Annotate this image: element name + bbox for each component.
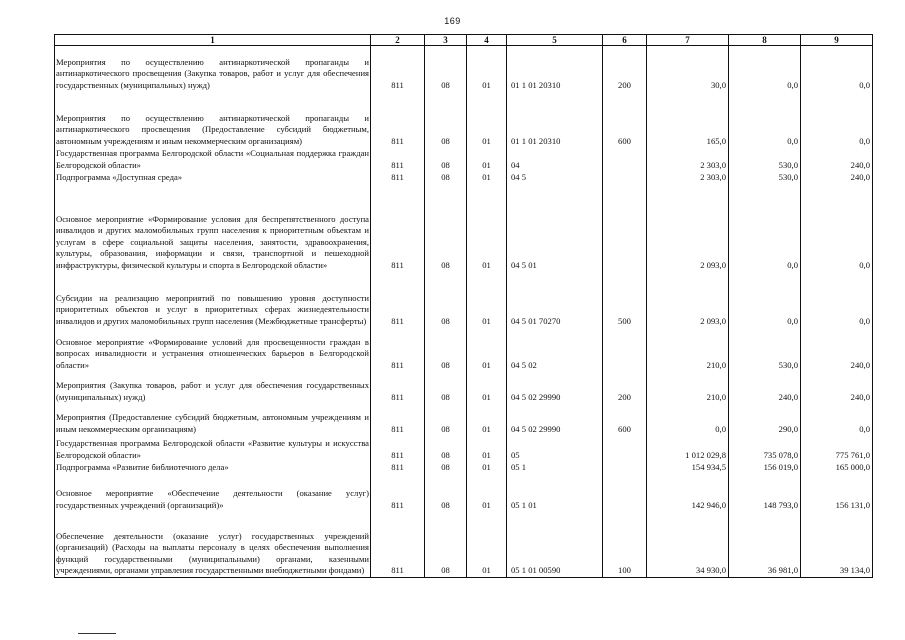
- row-name: Мероприятия (Закупка товаров, работ и услуг для обеспечения государственных (муниципальных) нужд): [55, 372, 371, 404]
- table-row: [55, 462, 873, 474]
- row-name: Государственная программа Белгородской области «Социальная поддержка граждан Белгородской области»: [56, 148, 369, 170]
- amount-year-2: 240,0: [729, 372, 801, 404]
- row-name: Подпрограмма «Развитие библиотечного дела»: [55, 462, 371, 474]
- amount-year-1: 1 012 029,8: [647, 436, 729, 462]
- target-item-code: 04 5: [507, 172, 603, 184]
- section-code: 08: [425, 46, 467, 92]
- target-item-code: 05: [507, 436, 603, 462]
- amount-year-3: 39 134,0: [801, 512, 873, 578]
- table-row: [55, 512, 873, 578]
- amount-year-2: 735 078,0: [729, 436, 801, 462]
- table-row: [55, 404, 873, 436]
- amount-year-3: 165 000,0: [801, 462, 873, 474]
- page-number: 169: [444, 16, 461, 26]
- row-name: Субсидии на реализацию мероприятий по повышению уровня доступности приоритетных объектов и услуг в приоритетных сферах жизнедеятельности инвалидов и других маломобильных групп населения (Межбюджетные трансферты): [55, 272, 371, 328]
- table-row: [55, 436, 873, 462]
- expense-type-code: [603, 328, 647, 372]
- subsection-code: 01: [467, 404, 507, 436]
- amount-year-3: 240,0: [801, 148, 873, 172]
- target-item-code: 01 1 01 20310: [507, 46, 603, 92]
- row-name: Государственная программа Белгородской области «Развитие культуры и искусства Белгородской области»: [55, 436, 371, 462]
- ministry-code: 811: [371, 372, 425, 404]
- col-header-1: 1: [55, 35, 371, 46]
- amount-year-2: 530,0: [729, 148, 801, 172]
- table-row: [55, 92, 873, 148]
- row-name: Подпрограмма «Доступная среда»: [55, 172, 371, 184]
- subsection-code: 01: [467, 92, 507, 148]
- table-row: [55, 184, 873, 272]
- target-item-code: 04: [507, 148, 603, 172]
- ministry-code: 811: [371, 172, 425, 184]
- expense-type-code: [603, 148, 647, 172]
- amount-year-2: 530,0: [729, 328, 801, 372]
- row-name: Обеспечение деятельности (оказание услуг) государственных учреждений (организаций) (Расходы на выплаты персоналу в целях обеспечения выполнения функций государственными (муниципальными) органами, казенными учреждениями, органами управления государственными внебюджетными фондами): [55, 512, 371, 578]
- subsection-code: 01: [467, 184, 507, 272]
- subsection-code: 01: [467, 436, 507, 462]
- table-body: [55, 46, 873, 578]
- target-item-code: 04 5 01: [507, 184, 603, 272]
- expense-type-code: [603, 462, 647, 474]
- target-item-code: 04 5 02 29990: [507, 372, 603, 404]
- target-item-code: 05 1 01 00590: [507, 512, 603, 578]
- ministry-code: 811: [371, 512, 425, 578]
- amount-year-2: 0,0: [729, 272, 801, 328]
- ministry-code: 811: [371, 474, 425, 512]
- section-code: 08: [425, 328, 467, 372]
- amount-year-2: 0,0: [729, 92, 801, 148]
- amount-year-1: 30,0: [647, 46, 729, 92]
- amount-year-2: 148 793,0: [729, 474, 801, 512]
- table-row: [55, 172, 873, 184]
- amount-year-1: 154 934,5: [647, 462, 729, 474]
- table-row: [55, 474, 873, 512]
- target-item-code: 04 5 02 29990: [507, 404, 603, 436]
- col-header-7: 7: [647, 35, 729, 46]
- ministry-code: 811: [371, 272, 425, 328]
- amount-year-2: 530,0: [729, 172, 801, 184]
- amount-year-1: 165,0: [647, 92, 729, 148]
- header-row: [55, 35, 873, 46]
- section-code: 08: [425, 404, 467, 436]
- subsection-code: 01: [467, 272, 507, 328]
- ministry-code: 811: [371, 184, 425, 272]
- col-header-4: 4: [467, 35, 507, 46]
- col-header-6: 6: [603, 35, 647, 46]
- section-code: 08: [425, 272, 467, 328]
- target-item-code: 04 5 02: [507, 328, 603, 372]
- amount-year-3: 0,0: [801, 184, 873, 272]
- row-name: Основное мероприятие «Формирование условий для просвещенности граждан в вопросах инвалидности и устранения отношенческих барьеров в Белгородской области»: [55, 328, 371, 372]
- section-code: 08: [425, 474, 467, 512]
- section-code: 08: [425, 184, 467, 272]
- subsection-code: 01: [467, 512, 507, 578]
- target-item-code: 01 1 01 20310: [507, 92, 603, 148]
- section-code: 08: [425, 372, 467, 404]
- expense-type-code: 100: [603, 512, 647, 578]
- amount-year-3: 156 131,0: [801, 474, 873, 512]
- expense-type-code: 500: [603, 272, 647, 328]
- row-name: Основное мероприятие «Формирование условия для беспрепятственного доступа инвалидов и других маломобильных групп населения к приоритетным объектам и услугам в сфере социальной защиты населения, занятости, здравоохранения, культуры, образования, информации и связи, транспортной и пешеходной инфраструктуры, физической культуры и спорта в Белгородской области»: [55, 184, 371, 272]
- section-code: 08: [425, 92, 467, 148]
- budget-table: [54, 34, 873, 578]
- amount-year-1: 210,0: [647, 328, 729, 372]
- amount-year-2: 156 019,0: [729, 462, 801, 474]
- col-header-5: 5: [507, 35, 603, 46]
- table-row: [55, 328, 873, 372]
- subsection-code: 01: [467, 372, 507, 404]
- expense-type-code: 200: [603, 46, 647, 92]
- row-name: Основное мероприятие «Обеспечение деятельности (оказание услуг) государственных учреждений (организаций)»: [55, 474, 371, 512]
- ministry-code: 811: [371, 46, 425, 92]
- amount-year-1: 210,0: [647, 372, 729, 404]
- subsection-code: 01: [467, 328, 507, 372]
- amount-year-2: 290,0: [729, 404, 801, 436]
- ministry-code: 811: [371, 462, 425, 474]
- target-item-code: 05 1 01: [507, 474, 603, 512]
- section-code: 08: [425, 512, 467, 578]
- ministry-code: 811: [371, 148, 425, 172]
- section-code: 08: [425, 148, 467, 172]
- amount-year-2: 0,0: [729, 46, 801, 92]
- row-name: Мероприятия по осуществлению антинаркотической пропаганды и антинаркотического просвещения (Предоставление субсидий бюджетным, автономным учреждениям и иным некоммерческим организациям): [55, 92, 371, 148]
- expense-type-code: [603, 436, 647, 462]
- col-header-9: 9: [801, 35, 873, 46]
- ministry-code: 811: [371, 328, 425, 372]
- amount-year-1: 2 303,0: [647, 172, 729, 184]
- expense-type-code: 200: [603, 372, 647, 404]
- table-row: [55, 372, 873, 404]
- table-row: [55, 46, 873, 92]
- table-row: [55, 148, 873, 172]
- expense-type-code: 600: [603, 404, 647, 436]
- amount-year-3: 775 761,0: [801, 436, 873, 462]
- target-item-code: 05 1: [507, 462, 603, 474]
- amount-year-1: 2 303,0: [647, 148, 729, 172]
- footnote-divider: [78, 633, 116, 634]
- subsection-code: 01: [467, 148, 507, 172]
- amount-year-3: 240,0: [801, 328, 873, 372]
- amount-year-3: 240,0: [801, 372, 873, 404]
- amount-year-1: 0,0: [647, 404, 729, 436]
- target-item-code: 04 5 01 70270: [507, 272, 603, 328]
- section-code: 08: [425, 462, 467, 474]
- table-row: [55, 272, 873, 328]
- subsection-code: 01: [467, 462, 507, 474]
- subsection-code: 01: [467, 172, 507, 184]
- amount-year-2: 36 981,0: [729, 512, 801, 578]
- amount-year-2: 0,0: [729, 184, 801, 272]
- amount-year-1: 34 930,0: [647, 512, 729, 578]
- col-header-2: 2: [371, 35, 425, 46]
- amount-year-3: 0,0: [801, 92, 873, 148]
- amount-year-3: 0,0: [801, 404, 873, 436]
- amount-year-1: 2 093,0: [647, 184, 729, 272]
- amount-year-1: 2 093,0: [647, 272, 729, 328]
- expense-type-code: [603, 474, 647, 512]
- amount-year-3: 0,0: [801, 46, 873, 92]
- row-name: Мероприятия по осуществлению антинаркотической пропаганды и антинаркотического просвещения (Закупка товаров, работ и услуг для обеспечения государственных (муниципальных) нужд): [55, 46, 371, 92]
- expense-type-code: [603, 184, 647, 272]
- ministry-code: 811: [371, 436, 425, 462]
- ministry-code: 811: [371, 404, 425, 436]
- expense-type-code: 600: [603, 92, 647, 148]
- amount-year-3: 240,0: [801, 172, 873, 184]
- section-code: 08: [425, 172, 467, 184]
- subsection-code: 01: [467, 46, 507, 92]
- amount-year-3: 0,0: [801, 272, 873, 328]
- row-name: Мероприятия (Предоставление субсидий бюджетным, автономным учреждениям и иным некоммерческим организациям): [55, 404, 371, 436]
- col-header-3: 3: [425, 35, 467, 46]
- expense-type-code: [603, 172, 647, 184]
- ministry-code: 811: [371, 92, 425, 148]
- subsection-code: 01: [467, 474, 507, 512]
- col-header-8: 8: [729, 35, 801, 46]
- section-code: 08: [425, 436, 467, 462]
- amount-year-1: 142 946,0: [647, 474, 729, 512]
